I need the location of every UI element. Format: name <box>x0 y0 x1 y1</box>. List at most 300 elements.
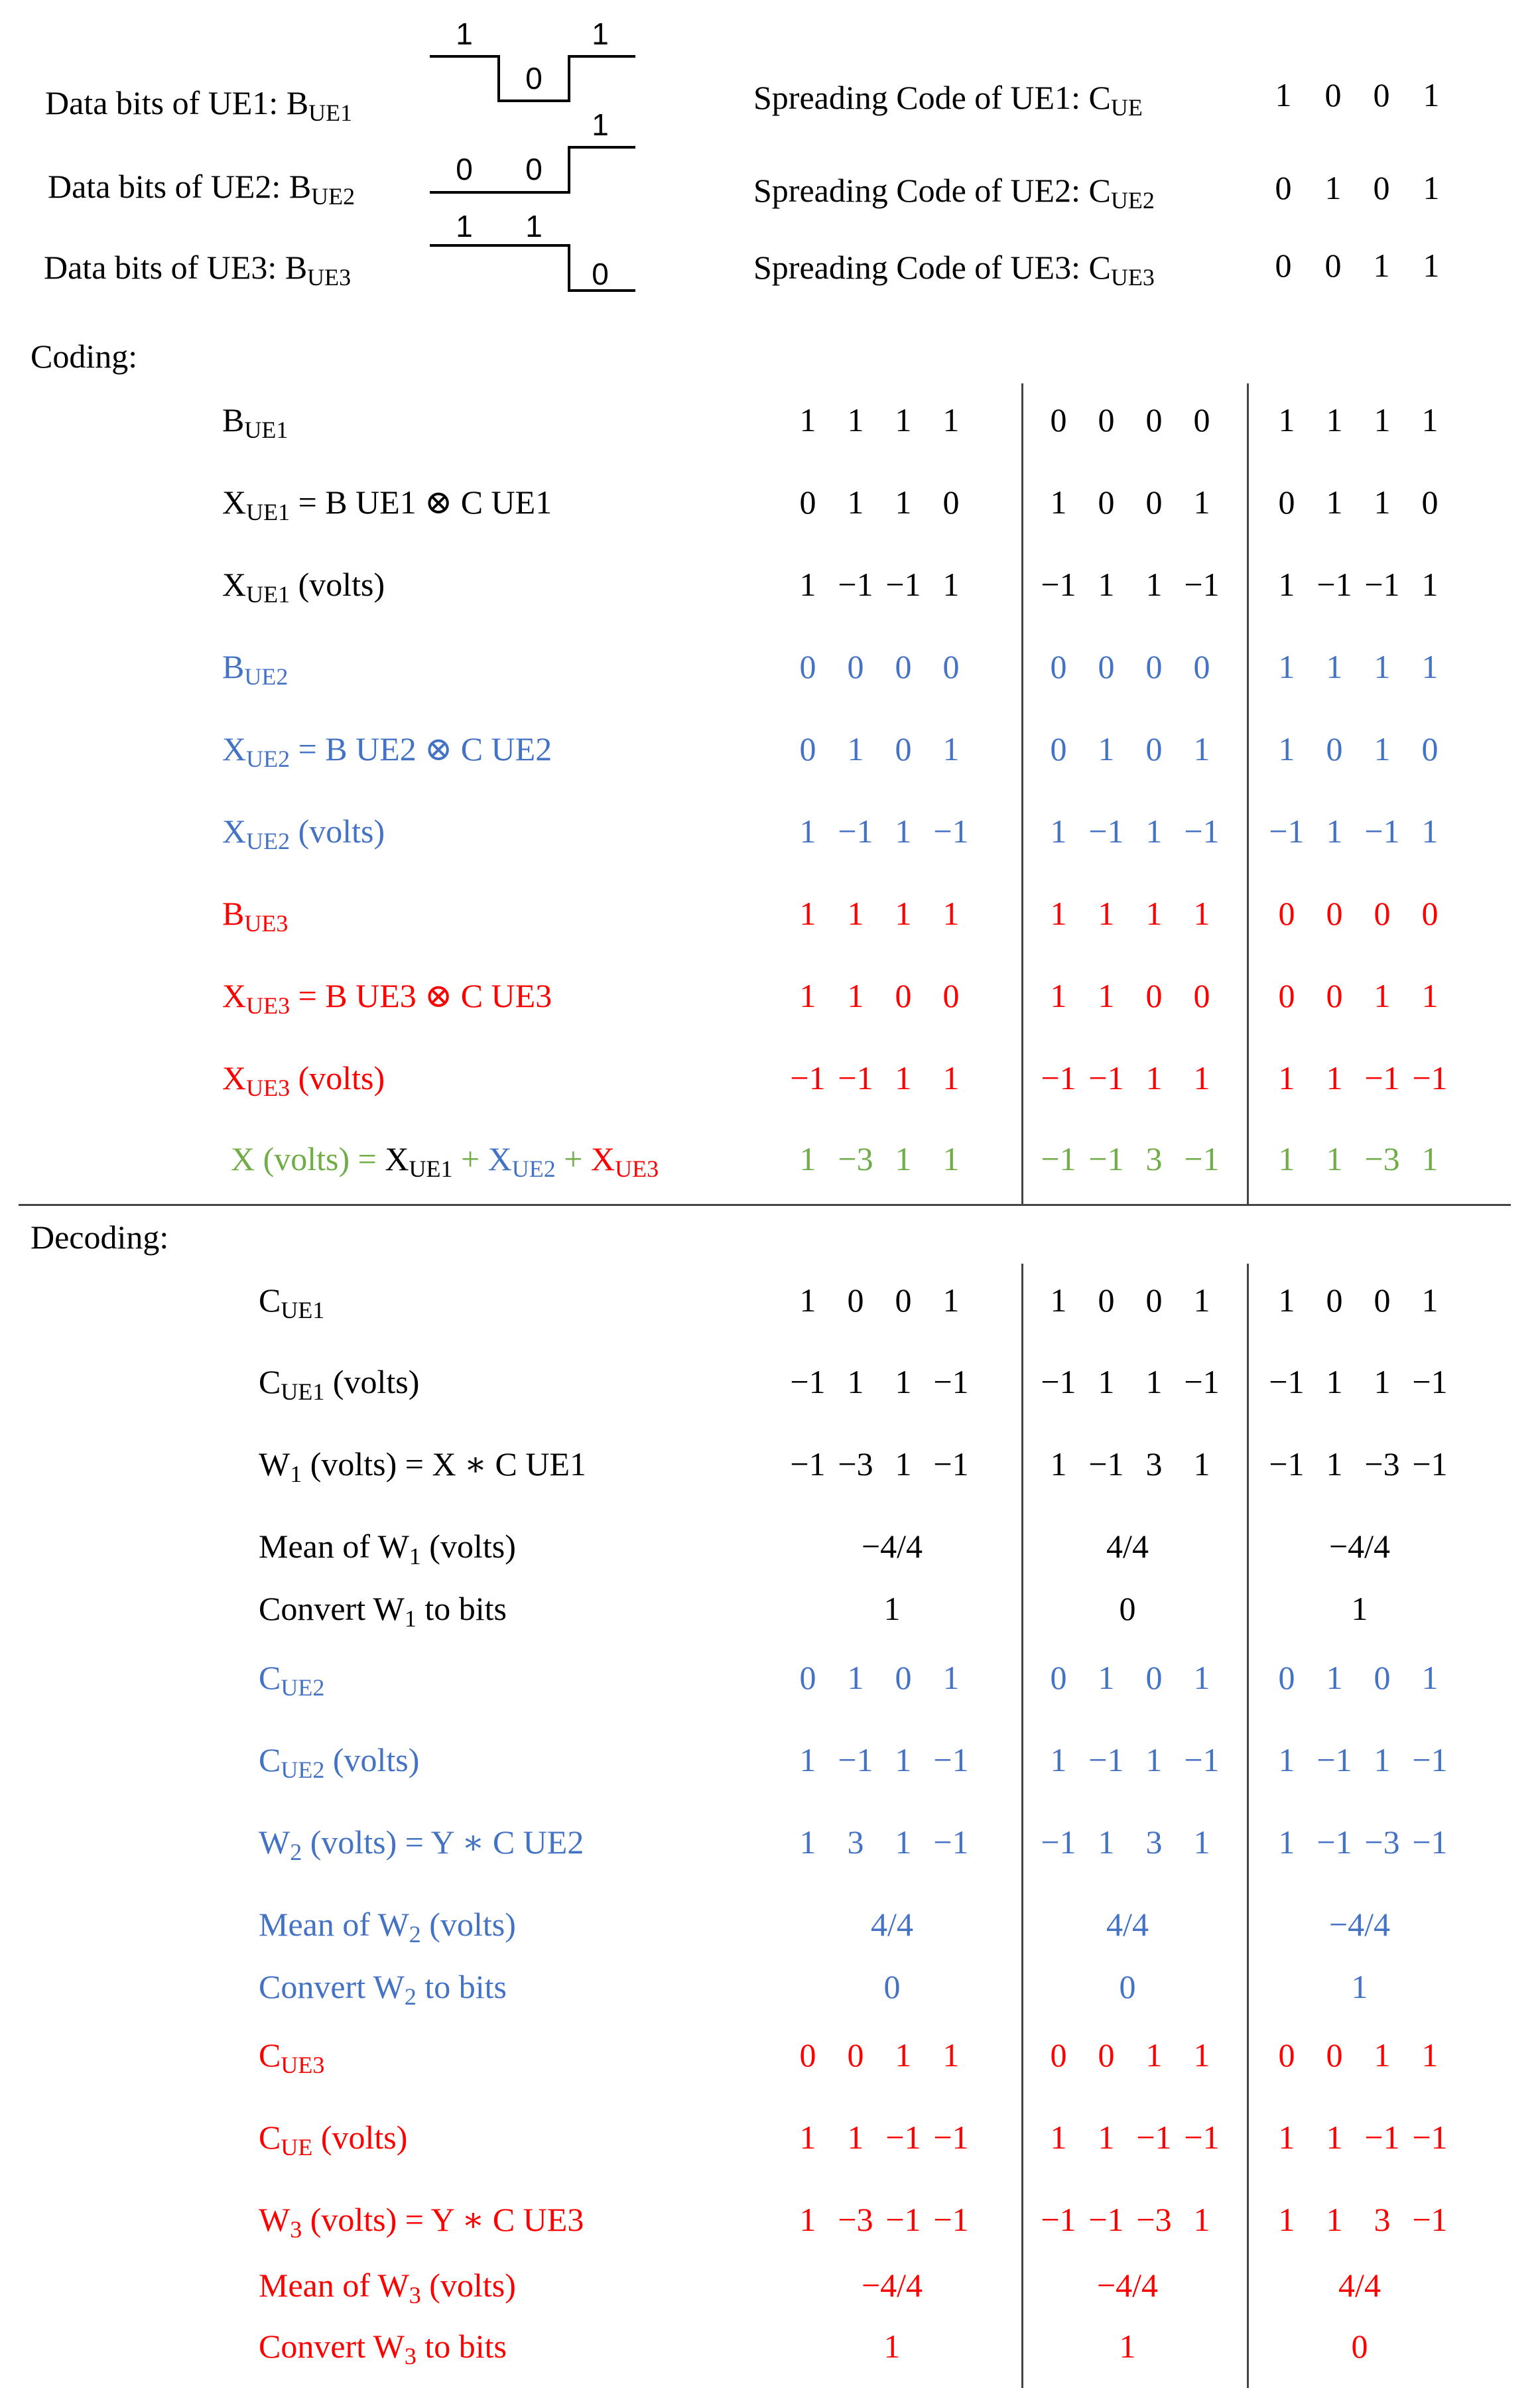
c-ue2-value: 1 <box>1193 1659 1210 1696</box>
w3-label: $W_3$ (volts) = Y ∗ C UE3 <box>259 2201 584 2243</box>
w3-value: −3 <box>1136 2201 1172 2238</box>
x-ue1-volts-value: −1 <box>1184 566 1220 603</box>
mean-w2-value: −4/4 <box>1328 1906 1391 1943</box>
ue2-code-digit: 1 <box>1423 169 1440 206</box>
c-ue1-value: 1 <box>1278 1282 1295 1319</box>
x-ue2-value: 0 <box>1326 730 1343 767</box>
b-ue1-value: 0 <box>1050 401 1067 438</box>
b-ue3-value: 1 <box>1145 895 1163 932</box>
x-ue2-volts-value: −1 <box>838 813 873 850</box>
mean-w2-label: Mean of $W_2$ (volts) <box>259 1906 516 1948</box>
ue3-code-label: Spreading Code of UE3: $C_{UE3}$ <box>753 249 1155 291</box>
x-ue1-value: 1 <box>895 484 912 521</box>
w1-value: −1 <box>1269 1445 1305 1483</box>
w2-value: 3 <box>847 1824 864 1861</box>
sum-value: −3 <box>1364 1140 1400 1177</box>
c-ue3-volts-value: 1 <box>1278 2119 1295 2156</box>
x-ue3-volts-value: 1 <box>895 1059 912 1096</box>
x-ue3-value: 0 <box>1278 977 1295 1014</box>
w2-value: 1 <box>799 1824 816 1861</box>
b-ue2-value: 0 <box>1145 648 1163 685</box>
x-ue3-value: 1 <box>799 977 816 1014</box>
w1-value: 3 <box>1145 1445 1163 1483</box>
c-ue3-value: 1 <box>942 2036 960 2074</box>
x-ue2-volts-label: $X_{UE2}$ (volts) <box>222 813 385 855</box>
x-ue2-value: 1 <box>1193 730 1210 767</box>
c-ue1-volts-value: −1 <box>1412 1363 1448 1400</box>
x-ue2-volts-value: −1 <box>1269 813 1305 850</box>
x-ue2-volts-value: −1 <box>1364 813 1400 850</box>
c-ue3-volts-value: 1 <box>799 2119 816 2156</box>
b-ue1-label: $B_{UE1}$ <box>222 401 289 444</box>
b-ue2-value: 1 <box>1278 648 1295 685</box>
x-ue2-value: 1 <box>942 730 960 767</box>
x-ue3-value: 0 <box>1326 977 1343 1014</box>
ue1-code-digit: 0 <box>1324 76 1342 113</box>
sum-value: 1 <box>1278 1140 1295 1177</box>
b-ue3-value: 1 <box>1193 895 1210 932</box>
c-ue2-volts-label: $C_{UE2}$ (volts) <box>259 1741 420 1784</box>
c-ue2-value: 1 <box>942 1659 960 1696</box>
c-ue2-value: 1 <box>847 1659 864 1696</box>
w1-label: $W_1$ (volts) = X ∗ C UE1 <box>259 1445 587 1488</box>
x-ue2-value: 0 <box>799 730 816 767</box>
x-ue3-value: 0 <box>895 977 912 1014</box>
w1-value: −3 <box>838 1445 873 1483</box>
x-ue1-volts-value: 1 <box>1098 566 1115 603</box>
w3-value: −1 <box>885 2201 921 2238</box>
x-ue1-label: $X_{UE1} = B$ UE1 ⊗ C UE1 <box>222 484 552 526</box>
c-ue3-volts-value: 1 <box>1098 2119 1115 2156</box>
c-ue3-value: 1 <box>1374 2036 1391 2074</box>
c-ue3-value: 0 <box>1278 2036 1295 2074</box>
c-ue2-value: 0 <box>1374 1659 1391 1696</box>
b-ue1-value: 1 <box>895 401 912 438</box>
divider-decoding-2 <box>1247 1264 1249 2388</box>
w3-value: 1 <box>1278 2201 1295 2238</box>
w3-value: 3 <box>1374 2201 1391 2238</box>
w3-value: 1 <box>1193 2201 1210 2238</box>
c-ue1-volts-value: 1 <box>1098 1363 1115 1400</box>
c-ue3-value: 1 <box>1193 2036 1210 2074</box>
c-ue1-label: $C_{UE1}$ <box>259 1282 325 1324</box>
x-ue1-volts-value: 1 <box>1145 566 1163 603</box>
c-ue1-volts-value: 1 <box>1145 1363 1163 1400</box>
ue2-code-digit: 0 <box>1373 169 1390 206</box>
mean-w3-value: −4/4 <box>1096 2267 1159 2304</box>
c-ue3-value: 0 <box>1098 2036 1115 2074</box>
b-ue3-value: 0 <box>1326 895 1343 932</box>
c-ue2-volts-value: −1 <box>1088 1741 1124 1778</box>
ue3-data-label: Data bits of UE3: $B_{UE3}$ <box>44 249 352 291</box>
ue3-bit-2: 1 <box>525 209 543 243</box>
b-ue2-value: 0 <box>1098 648 1115 685</box>
x-ue2-volts-value: 1 <box>1326 813 1343 850</box>
b-ue1-value: 1 <box>942 401 960 438</box>
ue1-bit-2: 0 <box>525 61 543 96</box>
c-ue2-value: 1 <box>1098 1659 1115 1696</box>
b-ue3-value: 0 <box>1278 895 1295 932</box>
b-ue2-value: 1 <box>1326 648 1343 685</box>
w2-value: −3 <box>1364 1824 1400 1861</box>
x-ue3-label: $X_{UE3} = B$ UE3 ⊗ C UE3 <box>222 977 552 1020</box>
w2-value: 1 <box>1098 1824 1115 1861</box>
c-ue2-label: $C_{UE2}$ <box>259 1659 325 1701</box>
c-ue1-volts-value: 1 <box>1374 1363 1391 1400</box>
b-ue2-value: 0 <box>847 648 864 685</box>
w2-label: $W_2$ (volts) = Y ∗ C UE2 <box>259 1824 584 1866</box>
bits-w3-value: 0 <box>1351 2328 1368 2365</box>
bits-w1-value: 0 <box>1119 1590 1136 1627</box>
x-ue2-volts-value: 1 <box>1421 813 1439 850</box>
x-ue1-volts-label: $X_{UE1}$ (volts) <box>222 566 385 608</box>
w3-value: −3 <box>838 2201 873 2238</box>
c-ue1-value: 1 <box>942 1282 960 1319</box>
ue1-code-label: Spreading Code of UE1: $C_{UE}$ <box>753 79 1143 121</box>
c-ue1-volts-value: 1 <box>1326 1363 1343 1400</box>
ue1-bit-1: 1 <box>456 17 473 51</box>
x-ue3-value: 0 <box>942 977 960 1014</box>
x-ue2-volts-value: 1 <box>799 813 816 850</box>
w1-value: −1 <box>1412 1445 1448 1483</box>
ue1-code-digit: 1 <box>1275 76 1292 113</box>
c-ue1-value: 0 <box>1374 1282 1391 1319</box>
sum-value: 1 <box>799 1140 816 1177</box>
w2-value: 1 <box>1193 1824 1210 1861</box>
b-ue1-value: 0 <box>1098 401 1115 438</box>
w2-value: −1 <box>1412 1824 1448 1861</box>
x-ue3-value: 1 <box>1421 977 1439 1014</box>
c-ue2-volts-value: 1 <box>1278 1741 1295 1778</box>
sum-value: −1 <box>1088 1140 1124 1177</box>
w1-value: 1 <box>1326 1445 1343 1483</box>
b-ue2-value: 0 <box>799 648 816 685</box>
b-ue3-value: 1 <box>799 895 816 932</box>
c-ue2-value: 0 <box>799 1659 816 1696</box>
sum-value: 1 <box>895 1140 912 1177</box>
ue3-code-digit: 0 <box>1275 247 1292 284</box>
sum-value: 1 <box>1421 1140 1439 1177</box>
x-ue2-value: 1 <box>1098 730 1115 767</box>
x-ue3-volts-value: −1 <box>838 1059 873 1096</box>
w3-value: −1 <box>1412 2201 1448 2238</box>
x-ue1-value: 1 <box>847 484 864 521</box>
ue3-bit-3: 0 <box>592 257 609 291</box>
c-ue1-volts-label: $C_{UE1}$ (volts) <box>259 1363 420 1406</box>
b-ue3-value: 1 <box>1098 895 1115 932</box>
c-ue2-value: 1 <box>1421 1659 1439 1696</box>
bits-w1-label: Convert $W_1$ to bits <box>259 1590 507 1632</box>
x-ue3-volts-value: 1 <box>1193 1059 1210 1096</box>
c-ue2-volts-value: −1 <box>1184 1741 1220 1778</box>
x-ue1-volts-value: −1 <box>1316 566 1352 603</box>
mean-w2-value: 4/4 <box>871 1906 913 1943</box>
c-ue1-volts-value: −1 <box>1041 1363 1076 1400</box>
b-ue3-value: 1 <box>895 895 912 932</box>
c-ue1-volts-value: −1 <box>1269 1363 1305 1400</box>
coding-section-title: Coding: <box>31 338 138 375</box>
x-ue2-label: $X_{UE2} = B$ UE2 ⊗ C UE2 <box>222 730 552 773</box>
x-ue1-value: 0 <box>1145 484 1163 521</box>
x-ue3-volts-value: 1 <box>1278 1059 1295 1096</box>
x-ue1-value: 0 <box>799 484 816 521</box>
w3-value: 1 <box>799 2201 816 2238</box>
c-ue2-value: 1 <box>1326 1659 1343 1696</box>
c-ue1-volts-value: −1 <box>790 1363 826 1400</box>
mean-w1-label: Mean of $W_1$ (volts) <box>259 1528 516 1570</box>
x-ue2-volts-value: −1 <box>933 813 969 850</box>
x-ue1-value: 0 <box>942 484 960 521</box>
bits-w2-value: 0 <box>1119 1968 1136 2005</box>
mean-w1-value: −4/4 <box>1328 1528 1391 1565</box>
w3-value: −1 <box>1041 2201 1076 2238</box>
w1-value: −1 <box>790 1445 826 1483</box>
w2-value: 1 <box>895 1824 912 1861</box>
c-ue2-volts-value: −1 <box>1412 1741 1448 1778</box>
b-ue1-value: 1 <box>1374 401 1391 438</box>
b-ue3-value: 0 <box>1374 895 1391 932</box>
b-ue3-value: 0 <box>1421 895 1439 932</box>
x-ue3-volts-value: 1 <box>1145 1059 1163 1096</box>
ue2-code-label: Spreading Code of UE2: $C_{UE2}$ <box>753 172 1155 214</box>
sum-value: −1 <box>1041 1140 1076 1177</box>
b-ue1-value: 0 <box>1145 401 1163 438</box>
mean-w3-label: Mean of $W_3$ (volts) <box>259 2267 516 2309</box>
ue1-bit-3: 1 <box>592 17 609 51</box>
c-ue3-value: 1 <box>1421 2036 1439 2074</box>
c-ue1-volts-value: −1 <box>1184 1363 1220 1400</box>
c-ue1-value: 0 <box>1098 1282 1115 1319</box>
bits-w3-value: 1 <box>883 2328 901 2365</box>
c-ue3-volts-value: −1 <box>885 2119 921 2156</box>
c-ue2-value: 0 <box>1050 1659 1067 1696</box>
w2-value: 1 <box>1278 1824 1295 1861</box>
b-ue1-value: 1 <box>799 401 816 438</box>
sum-value: −3 <box>838 1140 873 1177</box>
ue2-bit-2: 0 <box>525 152 543 186</box>
c-ue2-volts-value: 1 <box>1145 1741 1163 1778</box>
w1-value: −1 <box>933 1445 969 1483</box>
b-ue3-value: 1 <box>1050 895 1067 932</box>
x-ue1-value: 1 <box>1050 484 1067 521</box>
x-ue1-volts-value: −1 <box>1041 566 1076 603</box>
x-ue1-volts-value: 1 <box>942 566 960 603</box>
decoding-section-title: Decoding: <box>31 1219 169 1256</box>
w3-value: −1 <box>933 2201 969 2238</box>
x-ue3-volts-label: $X_{UE3}$ (volts) <box>222 1059 385 1102</box>
w2-value: −1 <box>933 1824 969 1861</box>
sum-value: −1 <box>1184 1140 1220 1177</box>
ue3-code-digit: 0 <box>1324 247 1342 284</box>
bits-w1-value: 1 <box>1351 1590 1368 1627</box>
b-ue2-value: 0 <box>1193 648 1210 685</box>
divider-coding-2 <box>1247 383 1249 1206</box>
c-ue3-volts-value: 1 <box>847 2119 864 2156</box>
x-ue2-value: 0 <box>1421 730 1439 767</box>
b-ue2-label: $B_{UE2}$ <box>222 648 289 691</box>
c-ue3-volts-value: 1 <box>1050 2119 1067 2156</box>
ue3-code-digit: 1 <box>1373 247 1390 284</box>
c-ue3-volts-value: −1 <box>1136 2119 1172 2156</box>
x-ue1-value: 1 <box>1193 484 1210 521</box>
mean-w3-value: 4/4 <box>1338 2267 1381 2304</box>
c-ue3-volts-value: −1 <box>1184 2119 1220 2156</box>
x-ue3-value: 1 <box>1050 977 1067 1014</box>
c-ue1-value: 1 <box>1193 1282 1210 1319</box>
x-ue1-volts-value: 1 <box>799 566 816 603</box>
ue3-code-digit: 1 <box>1423 247 1440 284</box>
x-ue1-value: 0 <box>1421 484 1439 521</box>
section-separator <box>19 1204 1511 1206</box>
ue2-code-digit: 0 <box>1275 169 1292 206</box>
sum-row-label: X (volts) = $X_{UE1} + X_{UE2} + X_{UE3}$ <box>231 1140 659 1183</box>
w3-value: −1 <box>1088 2201 1124 2238</box>
c-ue2-value: 0 <box>1278 1659 1295 1696</box>
c-ue2-volts-value: 1 <box>1050 1741 1067 1778</box>
x-ue3-volts-value: −1 <box>1088 1059 1124 1096</box>
x-ue1-value: 1 <box>1326 484 1343 521</box>
c-ue2-volts-value: 1 <box>895 1741 912 1778</box>
c-ue1-value: 0 <box>1326 1282 1343 1319</box>
b-ue1-value: 1 <box>847 401 864 438</box>
x-ue2-volts-value: −1 <box>1184 813 1220 850</box>
b-ue1-value: 1 <box>1278 401 1295 438</box>
x-ue2-value: 0 <box>895 730 912 767</box>
c-ue1-volts-value: 1 <box>847 1363 864 1400</box>
mean-w1-value: −4/4 <box>861 1528 923 1565</box>
bits-w3-label: Convert $W_3$ to bits <box>259 2328 507 2370</box>
c-ue2-volts-value: −1 <box>933 1741 969 1778</box>
x-ue2-value: 1 <box>847 730 864 767</box>
b-ue3-value: 1 <box>942 895 960 932</box>
mean-w2-value: 4/4 <box>1106 1906 1149 1943</box>
c-ue3-value: 1 <box>1145 2036 1163 2074</box>
x-ue2-volts-value: 1 <box>1050 813 1067 850</box>
c-ue2-value: 0 <box>895 1659 912 1696</box>
x-ue1-volts-value: −1 <box>838 566 873 603</box>
x-ue2-volts-value: 1 <box>895 813 912 850</box>
bits-w2-value: 0 <box>883 1968 901 2005</box>
x-ue2-volts-value: 1 <box>1145 813 1163 850</box>
sum-value: 1 <box>942 1140 960 1177</box>
b-ue2-value: 1 <box>1374 648 1391 685</box>
x-ue2-value: 0 <box>1145 730 1163 767</box>
x-ue1-volts-value: −1 <box>885 566 921 603</box>
c-ue3-volts-value: −1 <box>1412 2119 1448 2156</box>
b-ue3-value: 1 <box>847 895 864 932</box>
c-ue3-volts-value: 1 <box>1326 2119 1343 2156</box>
b-ue2-value: 0 <box>942 648 960 685</box>
c-ue2-value: 0 <box>1145 1659 1163 1696</box>
c-ue1-value: 0 <box>847 1282 864 1319</box>
x-ue3-value: 1 <box>1098 977 1115 1014</box>
x-ue3-value: 0 <box>1193 977 1210 1014</box>
b-ue2-value: 0 <box>1050 648 1067 685</box>
c-ue3-value: 0 <box>1326 2036 1343 2074</box>
b-ue1-value: 1 <box>1421 401 1439 438</box>
x-ue2-value: 1 <box>1278 730 1295 767</box>
c-ue2-volts-value: −1 <box>838 1741 873 1778</box>
c-ue1-value: 0 <box>1145 1282 1163 1319</box>
ue1-code-digit: 0 <box>1373 76 1390 113</box>
c-ue1-value: 1 <box>1421 1282 1439 1319</box>
c-ue2-volts-value: 1 <box>1374 1741 1391 1778</box>
bits-w2-value: 1 <box>1351 1968 1368 2005</box>
c-ue3-volts-label: $C_{UE}$ (volts) <box>259 2119 408 2161</box>
c-ue2-volts-value: −1 <box>1316 1741 1352 1778</box>
x-ue1-value: 1 <box>1374 484 1391 521</box>
ue1-code-digit: 1 <box>1423 76 1440 113</box>
x-ue3-volts-value: −1 <box>790 1059 826 1096</box>
c-ue2-volts-value: 1 <box>799 1741 816 1778</box>
b-ue2-value: 1 <box>1421 648 1439 685</box>
b-ue3-label: $B_{UE3}$ <box>222 895 289 937</box>
c-ue3-value: 1 <box>895 2036 912 2074</box>
w1-value: 1 <box>1050 1445 1067 1483</box>
ue2-bit-1: 0 <box>456 152 473 186</box>
c-ue1-value: 1 <box>1050 1282 1067 1319</box>
x-ue3-value: 0 <box>1145 977 1163 1014</box>
w1-value: 1 <box>895 1445 912 1483</box>
w2-value: −1 <box>1041 1824 1076 1861</box>
w3-value: 1 <box>1326 2201 1343 2238</box>
bits-w2-label: Convert $W_2$ to bits <box>259 1968 507 2011</box>
c-ue3-label: $C_{UE3}$ <box>259 2036 325 2079</box>
ue1-data-label: Data bits of UE1: $B_{UE1}$ <box>45 84 353 127</box>
c-ue3-volts-value: −1 <box>933 2119 969 2156</box>
bits-w1-value: 1 <box>883 1590 901 1627</box>
x-ue1-value: 0 <box>1098 484 1115 521</box>
x-ue2-value: 0 <box>1050 730 1067 767</box>
c-ue3-value: 0 <box>847 2036 864 2074</box>
b-ue1-value: 1 <box>1326 401 1343 438</box>
x-ue3-value: 1 <box>1374 977 1391 1014</box>
ue2-bit-3: 1 <box>592 107 609 142</box>
ue3-bit-1: 1 <box>456 209 473 243</box>
sum-value: 3 <box>1145 1140 1163 1177</box>
x-ue3-value: 1 <box>847 977 864 1014</box>
sum-value: 1 <box>1326 1140 1343 1177</box>
x-ue3-volts-value: 1 <box>942 1059 960 1096</box>
x-ue1-volts-value: 1 <box>1421 566 1439 603</box>
c-ue3-value: 0 <box>1050 2036 1067 2074</box>
w2-value: 3 <box>1145 1824 1163 1861</box>
w1-value: −1 <box>1088 1445 1124 1483</box>
x-ue3-volts-value: −1 <box>1041 1059 1076 1096</box>
x-ue2-value: 1 <box>1374 730 1391 767</box>
x-ue3-volts-value: −1 <box>1412 1059 1448 1096</box>
c-ue3-volts-value: −1 <box>1364 2119 1400 2156</box>
x-ue1-value: 0 <box>1278 484 1295 521</box>
divider-decoding-1 <box>1021 1264 1023 2388</box>
x-ue1-volts-value: −1 <box>1364 566 1400 603</box>
w2-value: −1 <box>1316 1824 1352 1861</box>
w1-value: 1 <box>1193 1445 1210 1483</box>
c-ue1-value: 0 <box>895 1282 912 1319</box>
c-ue1-volts-value: −1 <box>933 1363 969 1400</box>
b-ue2-value: 0 <box>895 648 912 685</box>
c-ue1-value: 1 <box>799 1282 816 1319</box>
ue2-code-digit: 1 <box>1324 169 1342 206</box>
x-ue2-volts-value: −1 <box>1088 813 1124 850</box>
divider-coding-1 <box>1021 383 1023 1206</box>
x-ue3-volts-value: −1 <box>1364 1059 1400 1096</box>
x-ue1-volts-value: 1 <box>1278 566 1295 603</box>
w1-value: −3 <box>1364 1445 1400 1483</box>
ue2-data-label: Data bits of UE2: $B_{UE2}$ <box>48 168 355 210</box>
mean-w1-value: 4/4 <box>1106 1528 1149 1565</box>
mean-w3-value: −4/4 <box>861 2267 923 2304</box>
